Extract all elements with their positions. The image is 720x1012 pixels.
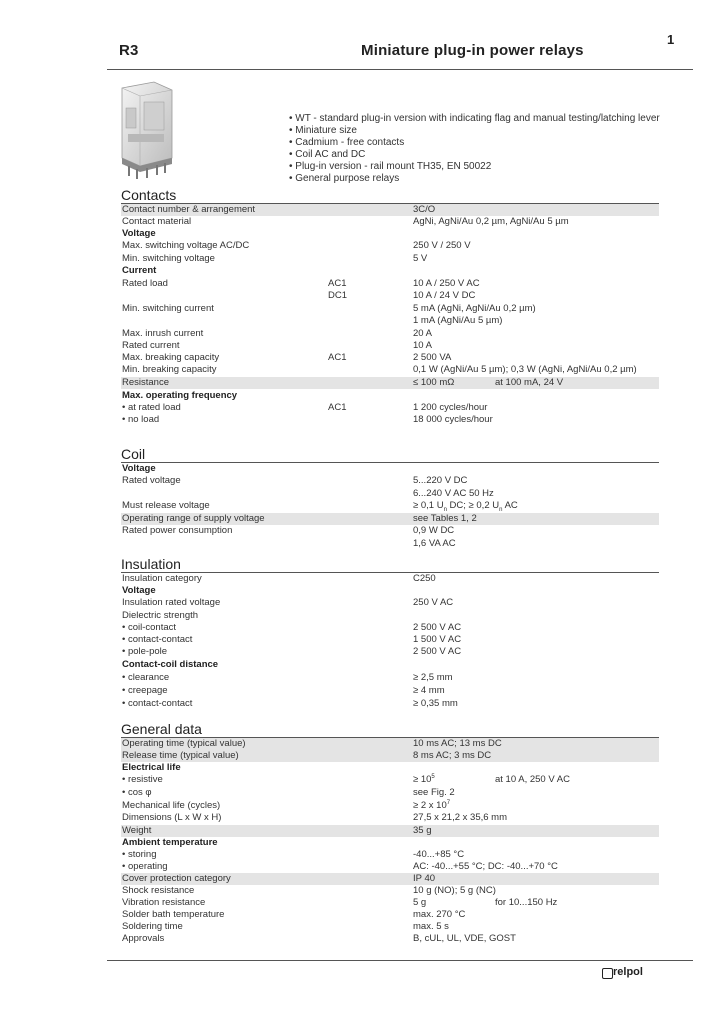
spec-label: Operating time (typical value) — [122, 738, 246, 749]
feature-item: • Plug-in version - rail mount TH35, EN 50022 — [289, 161, 660, 173]
spec-row-contact-material — [121, 216, 659, 228]
spec-row-operating-range — [121, 513, 659, 525]
spec-label: • cos φ — [122, 787, 152, 798]
spec-value: 250 V / 250 V — [413, 240, 471, 251]
spec-row-coil-rated-voltage-ac — [121, 488, 659, 500]
spec-row-shock — [121, 885, 659, 897]
section-title-general: General data — [121, 721, 202, 737]
spec-label: Min. breaking capacity — [122, 364, 217, 375]
spec-value: max. 5 s — [413, 921, 449, 932]
feature-item: • Miniature size — [289, 125, 660, 137]
spec-label: • no load — [122, 414, 160, 425]
spec-label: Operating range of supply voltage — [122, 513, 265, 524]
spec-row-mechanical-life — [121, 800, 659, 812]
spec-value: IP 40 — [413, 873, 436, 884]
spec-value: 27,5 x 21,2 x 35,6 mm — [413, 812, 507, 823]
spec-row-solder-temp — [121, 909, 659, 921]
spec-value: 2 500 V AC — [413, 646, 462, 657]
spec-label: Release time (typical value) — [122, 750, 239, 761]
spec-label: Insulation rated voltage — [122, 597, 221, 608]
relpol-logo-icon — [602, 968, 613, 979]
spec-label: • pole-pole — [122, 646, 168, 657]
spec-heading: Max. operating frequency — [122, 390, 238, 401]
spec-condition: AC1 — [328, 402, 347, 413]
spec-label: • operating — [122, 861, 168, 872]
spec-row-max-switching-voltage — [121, 240, 659, 252]
feature-item: • General purpose relays — [289, 173, 660, 185]
spec-value: C250 — [413, 573, 436, 584]
spec-value: 5...220 V DC — [413, 475, 468, 486]
spec-label: Resistance — [122, 377, 169, 388]
spec-value: 18 000 cycles/hour — [413, 414, 493, 425]
spec-row-dielectric — [121, 610, 659, 622]
spec-label: Shock resistance — [122, 885, 195, 896]
spec-value: 0,9 W DC — [413, 525, 455, 536]
spec-label: Contact number & arrangement — [122, 204, 256, 215]
spec-label: • resistive — [122, 774, 163, 785]
spec-label: Rated voltage — [122, 475, 181, 486]
spec-row-cos-phi — [121, 787, 659, 799]
spec-row-resistance — [121, 377, 659, 389]
feature-item: • Cadmium - free contacts — [289, 137, 660, 149]
spec-condition: for 10...150 Hz — [495, 897, 558, 908]
relay-photo — [114, 80, 176, 180]
spec-heading: Contact-coil distance — [122, 659, 219, 670]
section-title-contacts: Contacts — [121, 187, 177, 203]
section-title-coil: Coil — [121, 446, 146, 462]
spec-label: Insulation category — [122, 573, 202, 584]
spec-value: 3C/O — [413, 204, 436, 215]
spec-row-at-rated-load — [121, 402, 659, 414]
spec-value: 1 200 cycles/hour — [413, 402, 488, 413]
spec-label: Max. inrush current — [122, 328, 204, 339]
spec-row-no-load — [121, 414, 659, 426]
spec-value: max. 270 °C — [413, 909, 466, 920]
spec-value: see Fig. 2 — [413, 787, 455, 798]
spec-heading-current — [121, 265, 659, 277]
spec-value: 1,6 VA AC — [413, 538, 456, 549]
spec-label: Contact material — [122, 216, 192, 227]
spec-label: • coil-contact — [122, 622, 177, 633]
spec-heading-ambient — [121, 837, 659, 849]
spec-label: Min. switching current — [122, 303, 214, 314]
spec-value: 10 ms AC; 13 ms DC — [413, 738, 502, 749]
spec-row-insulation-category — [121, 573, 659, 585]
spec-value: -40...+85 °C — [413, 849, 465, 860]
spec-value: 2 500 VA — [413, 352, 452, 363]
spec-row-min-breaking-capacity — [121, 364, 659, 376]
spec-label: • creepage — [122, 685, 168, 696]
spec-label: Max. switching voltage AC/DC — [122, 240, 250, 251]
spec-label: Approvals — [122, 933, 165, 944]
spec-row-operating-temp — [121, 861, 659, 873]
spec-value: AC: -40...+55 °C; DC: -40...+70 °C — [413, 861, 558, 872]
spec-label: Mechanical life (cycles) — [122, 800, 221, 811]
spec-row-resistive — [121, 774, 659, 786]
spec-label: Weight — [122, 825, 152, 836]
spec-condition: AC1 — [328, 352, 347, 363]
feature-list — [289, 113, 660, 185]
spec-row-power-consumption — [121, 525, 659, 537]
spec-value: 10 A / 24 V DC — [413, 290, 476, 301]
spec-row-creepage — [121, 685, 659, 697]
spec-row-approvals — [121, 933, 659, 945]
spec-heading-voltage — [121, 228, 659, 240]
spec-row-pole-pole — [121, 646, 659, 658]
spec-row-rated-load — [121, 278, 659, 290]
spec-row-inrush — [121, 328, 659, 340]
spec-row-min-switching-current — [121, 303, 659, 315]
spec-heading-electrical-life — [121, 762, 659, 774]
spec-value: 8 ms AC; 3 ms DC — [413, 750, 492, 761]
spec-label: Rated current — [122, 340, 180, 351]
spec-value: ≥ 2 x $10^7$ — [413, 799, 451, 811]
spec-value: 2 500 V AC — [413, 622, 462, 633]
spec-row-rated-current — [121, 340, 659, 352]
spec-row-breaking-capacity — [121, 352, 659, 364]
spec-label: Rated load — [122, 278, 168, 289]
spec-row-cover-protection — [121, 873, 659, 885]
spec-value: 1 500 V AC — [413, 634, 462, 645]
spec-label: • storing — [122, 849, 157, 860]
spec-row-rated-load-dc — [121, 290, 659, 302]
spec-condition: at 100 mA, 24 V — [495, 377, 564, 388]
spec-label: Vibration resistance — [122, 897, 206, 908]
spec-label: • contact-contact — [122, 698, 193, 709]
spec-label: • clearance — [122, 672, 170, 683]
spec-row-vibration — [121, 897, 659, 909]
brand-logo: relpol — [613, 966, 643, 978]
spec-value: 10 A / 250 V AC — [413, 278, 480, 289]
spec-label: Rated power consumption — [122, 525, 233, 536]
spec-heading-insulation-voltage — [121, 585, 659, 597]
spec-label: • contact-contact — [122, 634, 193, 645]
spec-label: Cover protection category — [122, 873, 231, 884]
spec-value: AgNi, AgNi/Au 0,2 µm, AgNi/Au 5 µm — [413, 216, 569, 227]
spec-label: Must release voltage — [122, 500, 210, 511]
spec-value: ≥ 0,35 mm — [413, 698, 458, 709]
spec-label: Solder bath temperature — [122, 909, 225, 920]
footer-divider — [107, 960, 693, 961]
spec-heading: Current — [122, 265, 157, 276]
spec-value: 6...240 V AC 50 Hz — [413, 488, 494, 499]
spec-heading: Voltage — [122, 585, 156, 596]
spec-row-release-time — [121, 750, 659, 762]
spec-heading: Ambient temperature — [122, 837, 218, 848]
spec-value: 1 mA (AgNi/Au 5 µm) — [413, 315, 503, 326]
spec-value: 20 A — [413, 328, 433, 339]
feature-item: • WT - standard plug-in version with indicating flag and manual testing/latching lever — [289, 113, 660, 125]
spec-condition: DC1 — [328, 290, 348, 301]
header-divider — [107, 69, 693, 70]
spec-label: Max. breaking capacity — [122, 352, 220, 363]
spec-condition: AC1 — [328, 278, 347, 289]
spec-row-operating-time — [121, 738, 659, 750]
spec-value: see Tables 1, 2 — [413, 513, 477, 524]
spec-row-clearance — [121, 672, 659, 684]
spec-value: ≤ 100 mΩ — [413, 377, 455, 388]
product-code: R3 — [119, 42, 139, 59]
spec-value: 250 V AC — [413, 597, 454, 608]
spec-row-contact-number — [121, 204, 659, 216]
spec-row-contact-contact — [121, 634, 659, 646]
spec-label: Dielectric strength — [122, 610, 199, 621]
spec-value: 5 V — [413, 253, 428, 264]
spec-value: 5 mA (AgNi, AgNi/Au 0,2 µm) — [413, 303, 536, 314]
spec-value: 10 A — [413, 340, 433, 351]
spec-heading: Electrical life — [122, 762, 181, 773]
spec-value: ≥ 0,1 $U_n$ DC; ≥ 0,2 $U_n$ AC — [413, 500, 518, 513]
spec-row-solder-time — [121, 921, 659, 933]
spec-row-coil-contact — [121, 622, 659, 634]
spec-row-coil-rated-voltage — [121, 475, 659, 487]
spec-row-contact-contact-distance — [121, 698, 659, 710]
spec-row-min-switching-current-2 — [121, 315, 659, 327]
spec-value: ≥ 4 mm — [413, 685, 445, 696]
spec-value: B, cUL, UL, VDE, GOST — [413, 933, 516, 944]
spec-label: • at rated load — [122, 402, 181, 413]
section-title-insulation: Insulation — [121, 556, 181, 572]
spec-heading: Voltage — [122, 228, 156, 239]
spec-value: 0,1 W (AgNi/Au 5 µm); 0,3 W (AgNi, AgNi/Au 0,2 µm) — [413, 364, 637, 375]
spec-row-dimensions — [121, 812, 659, 824]
spec-label: Min. switching voltage — [122, 253, 215, 264]
spec-row-min-switching-voltage — [121, 253, 659, 265]
spec-condition: at 10 A, 250 V AC — [495, 774, 570, 785]
spec-heading-frequency — [121, 390, 659, 402]
spec-heading-distance — [121, 659, 659, 671]
spec-row-storing — [121, 849, 659, 861]
spec-row-must-release — [121, 500, 659, 512]
spec-value: 5 g — [413, 897, 427, 908]
spec-row-power-consumption-ac — [121, 538, 659, 550]
spec-value: ≥ $10^5$ — [413, 773, 435, 785]
spec-label: Soldering time — [122, 921, 183, 932]
page-number: 1 — [667, 32, 675, 47]
spec-heading-coil-voltage — [121, 463, 659, 475]
spec-row-insulation-rated-voltage — [121, 597, 659, 609]
spec-row-weight — [121, 825, 659, 837]
page-title: Miniature plug-in power relays — [361, 42, 584, 59]
spec-value: ≥ 2,5 mm — [413, 672, 453, 683]
feature-item: • Coil AC and DC — [289, 149, 660, 161]
spec-value: 10 g (NO); 5 g (NC) — [413, 885, 496, 896]
spec-label: Dimensions (L x W x H) — [122, 812, 222, 823]
spec-value: 35 g — [413, 825, 432, 836]
spec-heading: Voltage — [122, 463, 156, 474]
